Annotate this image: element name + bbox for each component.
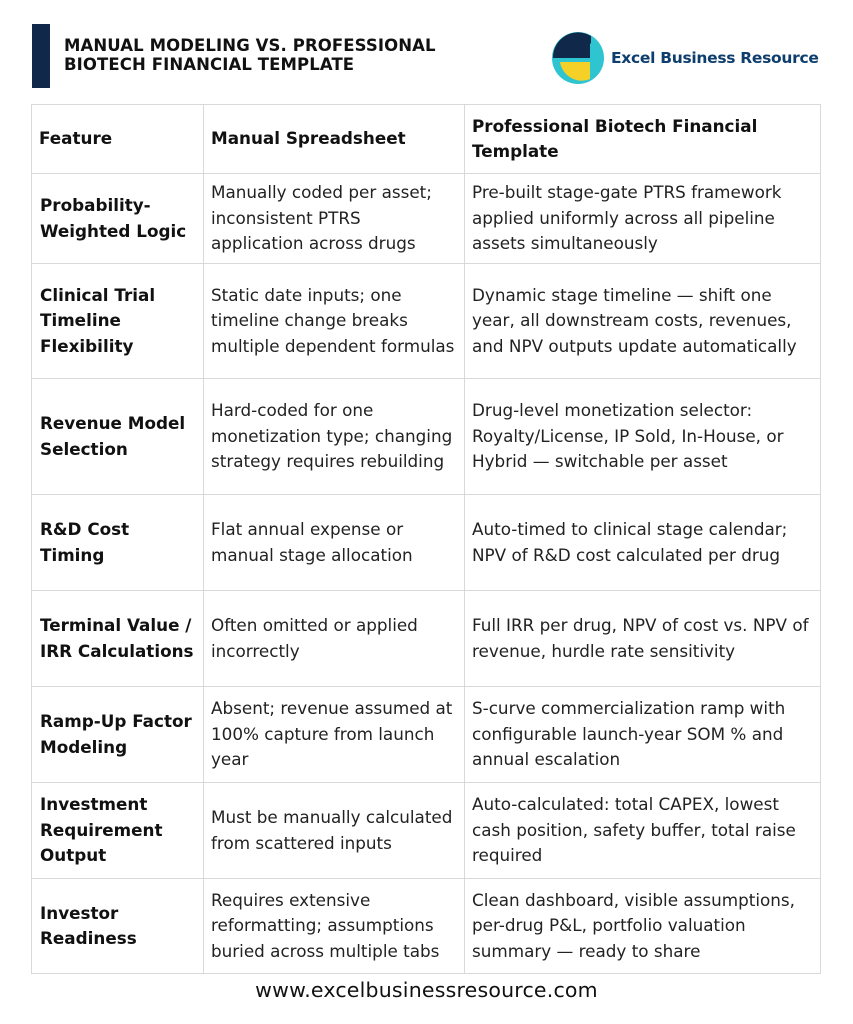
manual-cell: Must be manually calculated from scattered inputs	[204, 783, 465, 879]
table-row	[32, 879, 821, 974]
feature-cell: Probability-Weighted Logic	[32, 174, 204, 264]
title-accent-bar	[32, 24, 50, 88]
template-cell: Full IRR per drug, NPV of cost vs. NPV of revenue, hurdle rate sensitivity	[465, 591, 821, 687]
manual-cell: Absent; revenue assumed at 100% capture from launch year	[204, 687, 465, 783]
manual-cell: Requires extensive reformatting; assumptions buried across multiple tabs	[204, 879, 465, 974]
page-title	[64, 36, 484, 74]
comparison-table	[31, 104, 821, 974]
manual-cell: Hard-coded for one monetization type; changing strategy requires rebuilding	[204, 379, 465, 495]
template-cell: Auto-calculated: total CAPEX, lowest cash position, safety buffer, total raise required	[465, 783, 821, 879]
table-row	[32, 379, 821, 495]
template-cell: S-curve commercialization ramp with configurable launch-year SOM % and annual escalation	[465, 687, 821, 783]
page-title-line-2: BIOTECH FINANCIAL TEMPLATE	[64, 55, 355, 74]
table-row	[32, 174, 821, 264]
table-row	[32, 495, 821, 591]
feature-cell: Investor Readiness	[32, 879, 204, 974]
header-manual-spreadsheet: Manual Spreadsheet	[204, 105, 465, 174]
manual-cell: Often omitted or applied incorrectly	[204, 591, 465, 687]
manual-cell: Manually coded per asset; inconsistent PTRS application across drugs	[204, 174, 465, 264]
header-feature: Feature	[32, 105, 204, 174]
feature-cell: Terminal Value / IRR Calculations	[32, 591, 204, 687]
feature-cell: Clinical Trial Timeline Flexibility	[32, 264, 204, 379]
page-title-line-1: MANUAL MODELING VS. PROFESSIONAL	[64, 36, 436, 55]
website-url: www.excelbusinessresource.com	[255, 978, 598, 1002]
table-row	[32, 264, 821, 379]
template-cell: Auto-timed to clinical stage calendar; NPV of R&D cost calculated per drug	[465, 495, 821, 591]
table-row	[32, 783, 821, 879]
manual-cell: Flat annual expense or manual stage allocation	[204, 495, 465, 591]
manual-cell: Static date inputs; one timeline change breaks multiple dependent formulas	[204, 264, 465, 379]
table-header-row	[32, 105, 821, 174]
template-cell: Pre-built stage-gate PTRS framework applied uniformly across all pipeline assets simultaneously	[465, 174, 821, 264]
table-row	[32, 687, 821, 783]
brand-logo-lockup	[549, 30, 819, 86]
feature-cell: Investment Requirement Output	[32, 783, 204, 879]
feature-cell: Ramp-Up Factor Modeling	[32, 687, 204, 783]
table-row	[32, 591, 821, 687]
feature-cell: Revenue Model Selection	[32, 379, 204, 495]
brand-name: Excel Business Resource	[611, 49, 819, 67]
template-cell: Dynamic stage timeline — shift one year, all downstream costs, revenues, and NPV outputs update automatically	[465, 264, 821, 379]
template-cell: Clean dashboard, visible assumptions, per-drug P&L, portfolio valuation summary — ready to share	[465, 879, 821, 974]
brand-logo-icon	[549, 29, 607, 87]
template-cell: Drug-level monetization selector: Royalty/License, IP Sold, In-House, or Hybrid — switchable per asset	[465, 379, 821, 495]
header-professional-template: Professional Biotech Financial Template	[465, 105, 821, 174]
feature-cell: R&D Cost Timing	[32, 495, 204, 591]
